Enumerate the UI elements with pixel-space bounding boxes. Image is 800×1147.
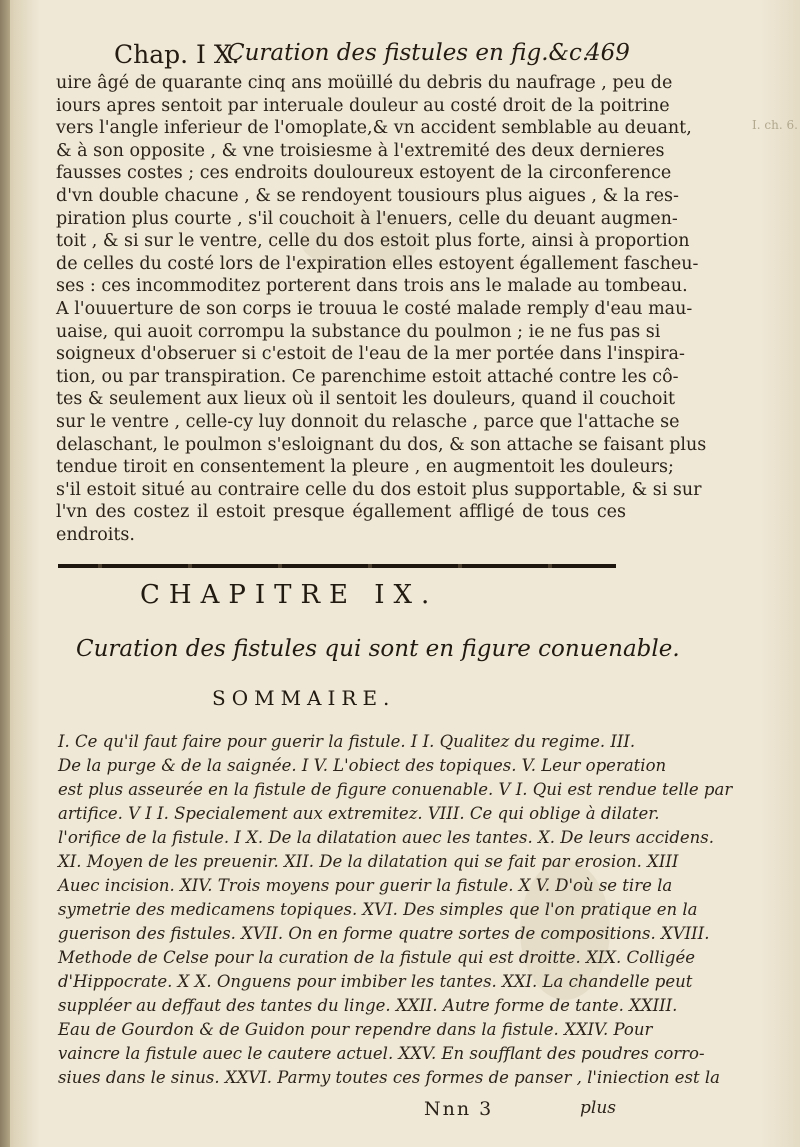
text-line: & à son opposite , & vne troisiesme à l'extremité des deux dernieres [56,140,665,161]
text-line: sur le ventre , celle-cy luy donnoit du relasche , parce que l'attache se [56,411,680,432]
sommaire-heading: SOMMAIRE. [212,686,396,710]
running-title: Curation des fistules en fig.&c. [227,40,590,66]
text-line: toit , & si sur le ventre, celle du dos estoit plus forte, ainsi à proportion [56,231,690,252]
summary-line: l'orifice de la fistule. I X. De la dilatation auec les tantes. X. De leurs accidens. [58,828,715,847]
summary-line: Eau de Gourdon & de Guidon pour rependre dans la fistule. XXIV. Pour [58,1020,653,1039]
text-line: fausses costes ; ces endroits douloureux estoyent de la circonference [56,163,672,184]
binding-gutter [0,0,10,1147]
text-line: tes & seulement aux lieux où il sentoit les douleurs, quand il couchoit [56,389,676,410]
summary-line: Methode de Celse pour la curation de la fistule qui est droitte. XIX. Colligée [58,948,695,967]
text-line: uire âgé de quarante cinq ans moüillé du debris du naufrage , peu de [56,73,673,93]
text-line: d'vn double chacune , & se rendoyent tousiours plus aigues , & la res- [56,185,679,206]
running-header [114,36,634,76]
chapter-number: Chap. I X. [114,40,240,69]
summary-line: symetrie des medicamens topiques. XVI. Des simples que l'on pratique en la [58,900,698,919]
text-line: delaschant, le poulmon s'esloignant du dos, & son attache se faisant plus [56,434,707,455]
text-line: endroits. [56,524,135,545]
chapter-subtitle: Curation des fistules qui sont en figure conuenable. [76,636,680,662]
text-line: s'il estoit situé au contraire celle du dos estoit plus supportable, & si sur [56,479,702,500]
summary-paragraph [58,730,733,1090]
summary-line: vaincre la fistule auec le cautere actuel. XXV. En soufflant des poudres corro- [58,1044,705,1063]
text-line: l'vn des costez il estoit presque égallement affligé de tous ces [56,502,626,523]
text-line: ses : ces incommoditez porterent dans trois ans le malade au tombeau. [56,276,688,297]
summary-line: Auec incision. XIV. Trois moyens pour guerir la fistule. X V. D'où se tire la [58,876,673,895]
text-line: de celles du costé lors de l'expiration elles estoyent égallement fascheu- [56,253,699,274]
text-line: iours apres sentoit par interuale douleur au costé droit de la poitrine [56,95,670,116]
text-line: tion, ou par transpiration. Ce parenchime estoit attaché contre les cô- [56,366,679,387]
summary-line: est plus asseurée en la fistule de figure conuenable. V I. Qui est rendue telle par [58,780,733,799]
page-number: 469 [586,40,630,66]
body-paragraph [56,72,707,546]
text-line: soigneux d'obseruer si c'estoit de l'eau de la mer portée dans l'inspira- [56,344,685,365]
summary-line: XI. Moyen de les preuenir. XII. De la dilatation qui se fait par erosion. XIII [58,852,679,871]
text-line: uaise, qui auoit corrompu la substance du poulmon ; ie ne fus pas si [56,321,661,342]
ornamental-rule [58,564,616,568]
summary-line: I. Ce qu'il faut faire pour guerir la fistule. I I. Qualitez du regime. III. [58,732,636,751]
margin-note: I. ch. 6. [752,118,798,132]
catchword: plus [580,1098,616,1118]
text-line: piration plus courte , s'il couchoit à l'enuers, celle du deuant augmen- [56,208,678,229]
summary-line: De la purge & de la saignée. I V. L'obiect des topiques. V. Leur operation [58,756,667,775]
summary-line: suppléer au deffaut des tantes du linge. XXII. Autre forme de tante. XXIII. [58,996,678,1015]
text-line: A l'ouuerture de son corps ie trouua le costé malade remply d'eau mau- [56,298,693,319]
summary-line: siues dans le sinus. XXVI. Parmy toutes ces formes de panser , l'iniection est la [58,1068,720,1087]
summary-line: guerison des fistules. XVII. On en forme quatre sortes de compositions. XVIII. [58,924,710,943]
text-line: vers l'angle inferieur de l'omoplate,& vn accident semblable au deuant, [56,118,692,139]
signature-mark: Nnn 3 [424,1098,494,1120]
summary-line: artifice. V I I. Specialement aux extremitez. VIII. Ce qui oblige à dilater. [58,804,660,823]
chapter-title: CHAPITRE IX. [140,580,439,610]
text-line: tendue tiroit en consentement la pleure , en augmentoit les douleurs; [56,457,674,478]
summary-line: d'Hippocrate. X X. Onguens pour imbiber les tantes. XXI. La chandelle peut [58,972,693,991]
